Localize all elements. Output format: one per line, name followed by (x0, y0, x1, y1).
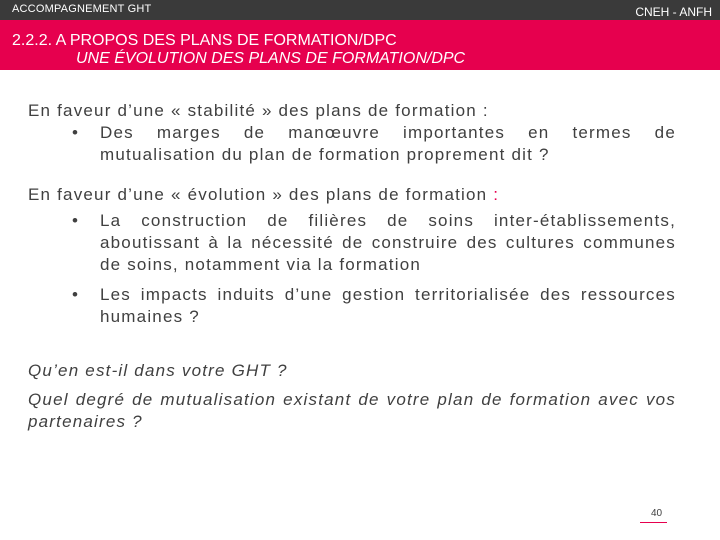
section1-bullet (72, 122, 676, 166)
section2-bullet (72, 210, 676, 276)
header-left-label: ACCOMPAGNEMENT GHT (12, 3, 152, 15)
section2-heading (28, 184, 676, 206)
slide-content (28, 100, 676, 433)
section2-heading-text: En faveur d’une « évolution » des plans de formation (28, 185, 488, 204)
section1-heading: En faveur d’une « stabilité » des plans de formation : (28, 101, 489, 120)
page-number: 40 (651, 508, 663, 519)
bullet-text: Les impacts induits d’une gestion territorialisée des ressources humaines ? (100, 285, 676, 326)
section2-heading-colon: : (493, 185, 500, 204)
bullet-marker: • (72, 123, 80, 142)
title-bar (0, 20, 720, 70)
slide-title: 2.2.2. A PROPOS DES PLANS DE FORMATION/DPC (12, 32, 397, 49)
bullet-marker: • (72, 285, 80, 304)
header-right-label: CNEH - ANFH (635, 5, 712, 19)
section2 (28, 184, 676, 328)
top-bar (0, 0, 720, 20)
bullet-text: Des marges de manœuvre importantes en termes de mutualisation du plan de formation proprement dit ? (100, 123, 676, 164)
page-number-underline (640, 522, 667, 523)
questions (28, 360, 676, 433)
bullet-marker: • (72, 211, 80, 230)
bullet-text: La construction de filières de soins inter-établissements, aboutissant à la nécessité de construire des cultures communes de soins, notamment via la formation (100, 211, 676, 274)
section2-bullet (72, 284, 676, 328)
question-1: Qu’en est-il dans votre GHT ? (28, 361, 288, 380)
slide-subtitle: UNE ÉVOLUTION DES PLANS DE FORMATION/DPC (76, 50, 466, 67)
question-2: Quel degré de mutualisation existant de votre plan de formation avec vos partenaires ? (28, 390, 676, 431)
